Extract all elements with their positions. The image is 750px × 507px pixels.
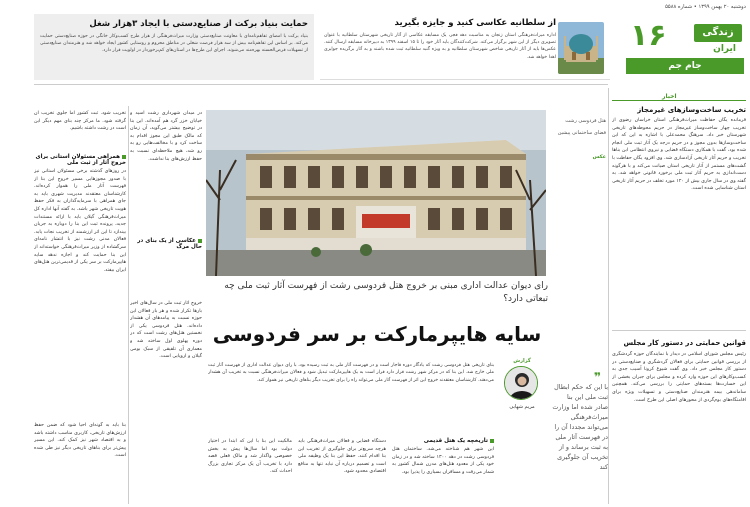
dome-icon — [558, 22, 604, 74]
middle-subhead-text: عکاسی از یک بنای در حال مرگ — [137, 238, 202, 250]
middle-body: در میدان شهرداری رشت اسید و خیابان خزر گرد هم آمده‌اند. این بنا در توضیح بیشتر می‌گوید، آن زمان که مالک طبق این مجوز اقدام به ساخت کرد و با مخالفت‌هایی رو به رو شد، هیچ ملاحظه‌ای نسبت به حفظ ارزش‌های بنا نداشت. — [130, 111, 202, 162]
bottom-block-1-head — [392, 438, 494, 444]
middle-sub-body: خروج آثار ثبت ملی در سال‌های اخیر بارها تکرار شده و هر بار فعالان این حوزه نسبت به پیامدهای آن هشدار داده‌اند. هتل فردوسی یکی از نخستین هتل‌های رشت است که در دوره پهلوی اول ساخته شد و معماری آن تلفیقی از سبک بومی گیلان و اروپایی است. — [130, 301, 202, 360]
section-rule — [612, 100, 746, 101]
byline-label: گزارش — [513, 358, 531, 364]
author-name: مریم شهابی — [509, 404, 535, 410]
top-right-body: اداره میراث‌فرهنگی استان زنجان به مناسبت دهه فجر، یک مسابقه عکاسی از آثار تاریخی شهرستان سلطانیه با عنوان تصویری دیگر از این شهر برگزار می‌کند. شرکت‌کنندگان باید آثار خود را تا ۱۵ اسفند ۱۳۹۹ به دبیرخانه مسابقه ارسال کنند. عکس‌ها باید از آثار تاریخی شاخص شهرستان سلطانیه و به ویژه گنبد سلطانیه ثبت شده باشند و به آثار برگزیده جوایزی اهدا خواهد شد. — [324, 33, 556, 60]
column-divider-right — [608, 88, 609, 504]
left-subhead-1-text: همراهی مسئولان استانی برای خروج آثار از ثبت ملی — [35, 154, 126, 166]
sultaniyeh-dome-thumbnail — [558, 22, 604, 74]
masthead-name: زندگی — [694, 24, 742, 42]
main-lead: بنای تاریخی هتل فردوسی رشت که یادگار دوره قاجار است و در فهرست آثار ملی به ثبت رسیده بود، با رای دیوان عدالت اداری از فهرست آثار ثبت ملی خارج شد. این بنا که در مرکز شهر رشت قرار دارد قرار است به یک هایپرمارکت تبدیل شود و فعالان میراث‌فرهنگی نسبت به تخریب آن هشدار می‌دهند. کارشناسان معتقدند خروج این اثر از فهرست آثار ملی می‌تواند راه را برای تخریب دیگر بناهای تاریخی نیز هموار کند. — [208, 363, 494, 383]
author-avatar — [504, 366, 538, 400]
left-intro: تخریب شود. ثبت کشور اما جلوی تخریب آن گرفته شود. ما مرکز چند بنای مهم دیگر این است در رشت داشته باشیم. — [34, 111, 126, 132]
bottom-block-1-body: این شهر هم شناخته می‌شد. ساختمان هتل فردوسی رشت در دهه ۱۳۰۰ ساخته شد و در زمان خود یکی از معدود هتل‌های مدرن شمال کشور به شمار می‌رفت و مسافران بسیاری را پذیرا بود. — [392, 447, 494, 475]
right-column-story-1 — [612, 106, 746, 335]
top-left-story — [34, 14, 314, 80]
photo-caption-label: عکس — [592, 154, 606, 160]
bullet-square-icon — [122, 155, 126, 159]
pull-quote-text: با این که حکم ابطال ثبت ملی این بنا صادر شده اما وزارت میراث‌فرهنگی می‌تواند مجددا آن را در فهرست آثار ملی به ثبت برساند و از تخریب آن جلوگیری کند — [552, 383, 608, 471]
bottom-block-2-body: دستگاه قضایی و فعالان میراث‌فرهنگی باید هرچه سریع‌تر برای جلوگیری از تخریب این بنا اقدام کنند. حفظ این بنا یک وظیفه ملی است و تصمیم درباره آن نباید تنها به منافع اقتصادی محدود شود. — [298, 439, 386, 475]
top-left-body: بنیاد برکت با امضای تفاهم‌نامه‌ای با معاونت صنایع‌دستی وزارت میراث‌فرهنگی از هزار طرح کسب‌وکار خانگی در حوزه صنایع‌دستی حمایت می‌کند. بر اساس این تفاهم‌نامه بیش از سه هزار فرصت شغلی در مناطق محروم و روستایی کشور ایجاد خواهد شد و هنرمندان صنایع‌دستی از تسهیلات قرض‌الحسنه بهره‌مند می‌شوند. اجرای این طرح‌ها در استان‌های کم‌برخوردار در اولویت قرار دارد. — [40, 34, 308, 54]
right-column-story-2 — [612, 338, 746, 493]
right-story1-body: فرمانده یگان حفاظت میراث‌فرهنگی استان خراسان رضوی از تخریب چهار ساخت‌وساز غیرمجاز در حریم محوطه‌های تاریخی شهرستان خبر داد. سرهنگ محمدعلی با اشاره به این که این ساخت‌وسازها بدون مجوز و در حریم درجه یک آثار ثبت ملی انجام شده بود، گفت با همکاری دستگاه قضایی و نیروی انتظامی این بناها تخریب و حریم آثار تاریخی آزادسازی شد. وی افزود یگان حفاظت با گشت‌های مستمر از آثار تاریخی استان صیانت می‌کند و با هرگونه دست‌اندازی به حریم آثار ثبت ملی برخورد قانونی خواهد شد. به گفته وی در سال جاری بیش از ۱۲۰ مورد تخلف در حریم آثار تاریخی استان شناسایی شده است. — [612, 118, 746, 192]
hotel-ferdowsi-photo — [206, 110, 546, 276]
right-story2-body: رئیس مجلس شورای اسلامی در دیدار با نمایندگان حوزه گردشگری از بررسی قوانین حمایتی برای فعالان گردشگری و صنایع‌دستی در دستور کار مجلس خبر داد. وی گفت شیوع کرونا آسیب جدی به کسب‌وکارهای این حوزه وارد کرده و مجلس برای جبران بخشی از این خسارت‌ها بسته‌های حمایتی را بررسی می‌کند. همچنین ساماندهی بیمه هنرمندان صنایع‌دستی و تسهیلات ویژه برای اقامتگاه‌های بوم‌گردی از محورهای اصلی این طرح است. — [612, 352, 746, 403]
right-column-divider — [612, 330, 746, 331]
photo-credit-label: هتل فردوسی رشت — [565, 118, 606, 124]
right-story2-headline[interactable]: قوانین حمایتی در دستور کار مجلس — [623, 339, 746, 347]
bottom-block-2 — [298, 438, 386, 504]
page-number: ۱۶ — [630, 18, 667, 53]
middle-subhead — [130, 238, 202, 250]
person-icon — [505, 367, 538, 400]
masthead-section: ایران — [713, 44, 736, 54]
top-right-headline[interactable]: از سلطانیه عکاسی کنید و جایزه بگیرید — [394, 18, 556, 28]
middle-column — [130, 110, 202, 300]
left-sub1-body: در روزهای گذشته برخی مسئولان استانی نیز با صدور مجوزهایی مسیر خروج این بنا از فهرست آثار ملی را هموار کرده‌اند. کارشناسان معتقدند مدیریت شهری باید به جای همراهی با سرمایه‌گذاران به فکر حفظ هویت تاریخی شهر باشد. به گفته آنها اداره کل میراث‌فرهنگی گیلان باید با ارائه مستندات جدید، پرونده ثبت این بنا را دوباره به جریان بیندازد تا این اثر ارزشمند از تخریب نجات یابد. فعالان مدنی رشت نیز با انتشار نامه‌ای سرگشاده از وزیر میراث‌فرهنگی خواسته‌اند از این بنا حمایت کند و اجازه ندهد سایه هایپرمارکت بر سر یکی از قدیمی‌ترین هتل‌های ایران بیفتد. — [34, 169, 126, 273]
date-line: دوشنبه ۲۰ بهمن ۱۳۹۹ • شماره ۵۵۸۸ — [665, 4, 746, 10]
photo-note: فضای ساختمانی پیشین — [557, 130, 606, 136]
left-sub2-body: بنا باید به گونه‌ای احیا شود که ضمن حفظ ارزش‌های تاریخی، کاربری مناسب داشته باشد و به اقتصاد شهر نیز کمک کند. این مسیر پیش‌تر برای بناهای تاریخی دیگر نیز طی شده است. — [34, 423, 126, 459]
column-divider-left — [128, 106, 129, 504]
pull-quote — [552, 370, 608, 502]
quote-icon: ❞ — [594, 370, 602, 384]
bullet-square-icon — [198, 239, 202, 243]
section-tag: اخبار — [662, 93, 677, 100]
masthead — [626, 18, 744, 76]
bottom-block-3-body: مالکیت این بنا با این که ابتدا در اختیار دولت بود اما سال‌ها پیش به بخش خصوصی واگذار شد و مالک فعلی قصد دارد با تخریب آن یک مرکز تجاری بزرگ احداث کند. — [208, 439, 292, 475]
bottom-block-1 — [392, 438, 494, 504]
main-headline[interactable]: سایه هایپرمارکت بر سر فردوسی — [212, 322, 542, 346]
right-story1-headline[interactable]: تخریب ساخت‌وسازهای غیرمجاز — [637, 106, 746, 114]
left-column — [34, 110, 126, 502]
bullet-square-icon — [490, 439, 494, 443]
masthead-top — [626, 18, 744, 56]
building-photo-icon — [206, 110, 546, 276]
top-strip-divider — [34, 84, 608, 85]
bottom-block-3 — [208, 438, 292, 504]
masthead-brand: جام جم — [626, 58, 744, 74]
bottom-block-1-head-text: تاریخچه یک هتل قدیمی — [423, 438, 488, 444]
left-subhead-1 — [34, 154, 126, 166]
main-subhead: رای دیوان عدالت اداری مبنی بر خروج هتل فردوسی رشت از فهرست آثار ثبت ملی چه تبعاتی دارد؟ — [224, 281, 548, 304]
middle-column-lower — [130, 300, 202, 504]
byline — [498, 358, 546, 440]
top-left-headline[interactable]: حمایت بنیاد برکت از صنایع‌دستی با ایجاد ۳هزار شغل — [89, 19, 308, 29]
